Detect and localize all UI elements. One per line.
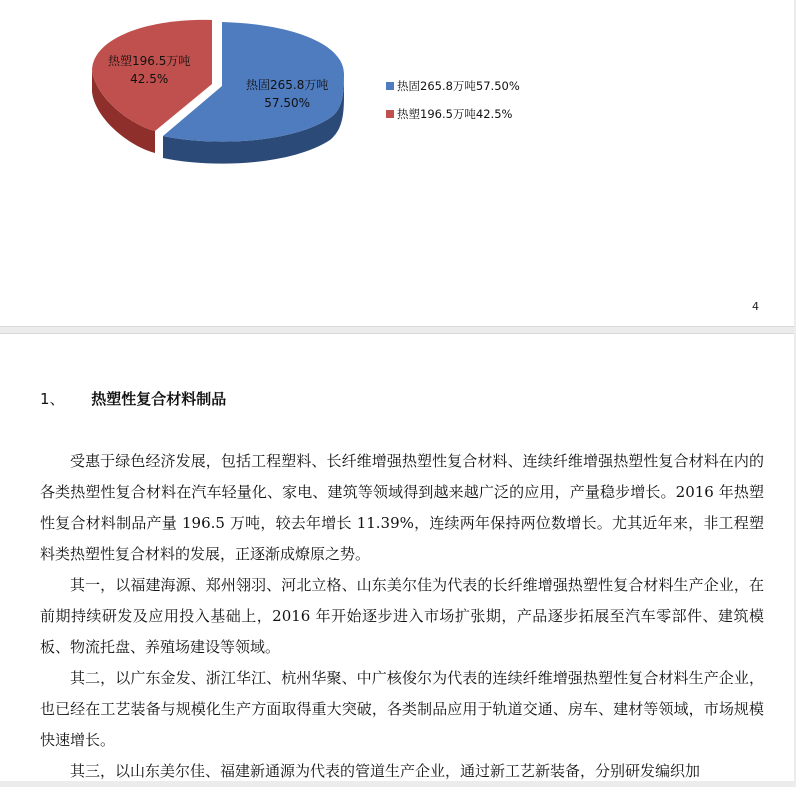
paragraph: 其三，以山东美尔佳、福建新通源为代表的管道生产企业，通过新工艺新装备，分别研发编织加 xyxy=(70,762,701,780)
paragraph: 其一，以福建海源、郑州翎羽、河北立格、山东美尔佳为代表的长纤维增强热塑性复合材料生产企业，在前期持续研发及应用投入基础上，2016 年开始逐步进入市场扩张期，产品逐步拓展至汽车零部件、建筑模板、物流托盘、养殖场建设等领域。 xyxy=(40,576,764,656)
section-number: 1、 xyxy=(40,390,65,408)
chart-legend xyxy=(386,76,520,132)
section-heading xyxy=(40,388,226,409)
paragraph: 其二，以广东金发、浙江华江、杭州华聚、中广核俊尔为代表的连续纤维增强热塑性复合材料生产企业，也已经在工艺装备与规模化生产方面取得重大突破，各类制品应用于轨道交通、房车、建材等领域，市场规模快速增长。 xyxy=(40,669,764,749)
paragraph: 受惠于绿色经济发展，包括工程塑料、长纤维增强热塑性复合材料、连续纤维增强热塑性复合材料在内的各类热塑性复合材料在汽车轻量化、家电、建筑等领域得到越来越广泛的应用，产量稳步增长。2016 年热塑性复合材料制品产量 196.5 万吨，较去年增长 11.39%，连续两年保持两位数增长。尤其近年来，非工程塑料类热塑性复合材料的发展，正逐渐成燎原之势。 xyxy=(40,452,764,563)
legend-item-thermoset xyxy=(386,76,520,96)
slice-label-thermoset-name: 热固265.8万吨 xyxy=(246,78,329,92)
page-number: 4 xyxy=(752,300,759,313)
slice-label-thermoset-percent: 57.50% xyxy=(264,96,311,110)
section-title: 热塑性复合材料制品 xyxy=(91,390,227,408)
legend-swatch-thermoplastic xyxy=(386,110,394,118)
pie-chart xyxy=(60,0,360,184)
legend-label-thermoplastic: 热塑196.5万吨42.5% xyxy=(397,107,513,121)
slice-label-thermoplastic-name: 热塑196.5万吨 xyxy=(108,54,191,68)
legend-item-thermoplastic xyxy=(386,104,520,124)
document-body xyxy=(40,446,764,787)
slice-label-thermoplastic-percent: 42.5% xyxy=(130,72,169,86)
slice-label-thermoplastic xyxy=(108,52,190,88)
legend-swatch-thermoset xyxy=(386,82,394,90)
document-page-top xyxy=(0,0,794,327)
legend-label-thermoset: 热固265.8万吨57.50% xyxy=(397,79,520,93)
slice-label-thermoset xyxy=(246,76,328,112)
